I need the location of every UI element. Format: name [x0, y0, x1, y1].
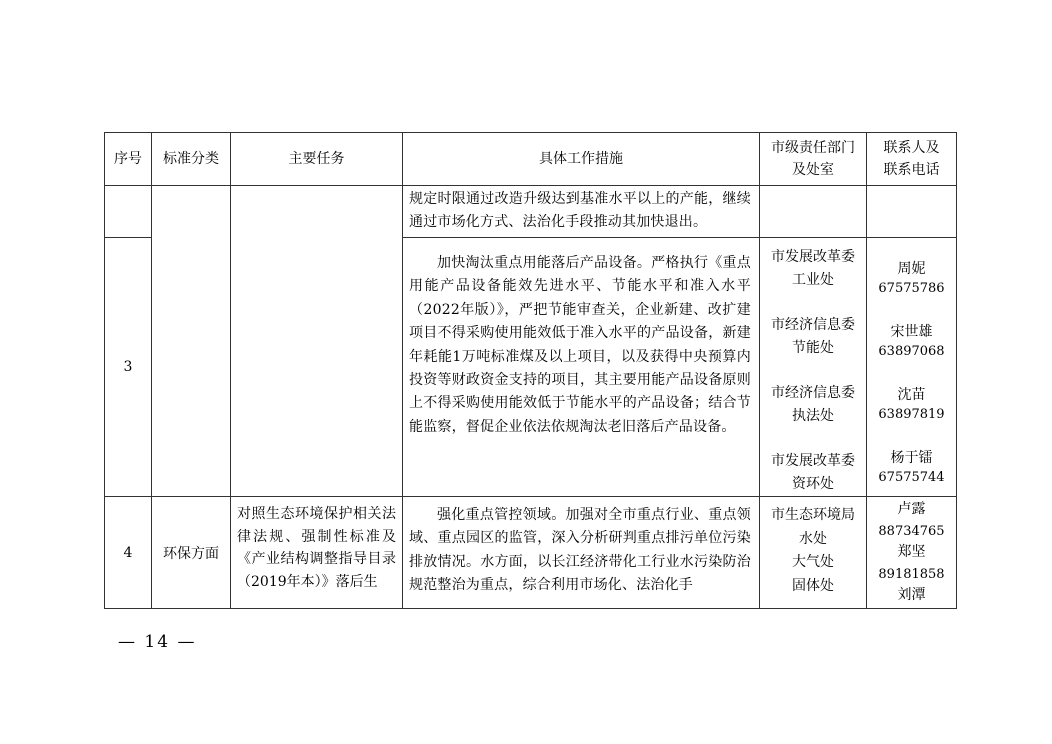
- header-dept-line: 及处室: [792, 162, 834, 178]
- contact-phone: 63897819: [878, 407, 945, 422]
- row-depts: [760, 497, 867, 609]
- measure-text: 规定时限通过改造升级达到基准水平以上的产能，继续通过市场化方式、法治化手段推动其加快退出。: [409, 191, 751, 231]
- dept-division: 大气处: [792, 554, 834, 570]
- dept-name: 市生态环境局: [771, 507, 855, 523]
- header-category: 标准分类: [152, 133, 231, 186]
- dept-entry: [760, 246, 866, 292]
- header-contact-line: 联系电话: [883, 162, 940, 178]
- contact-name: 卢露: [897, 501, 926, 517]
- row-seq: [105, 186, 152, 238]
- measure-text: 加快淘汰重点用能落后产品设备。严格执行《重点用能产品设备能效先进水平、节能水平和准入水平（2022年版）》，严把节能审查关，企业新建、改扩建项目不得采购使用能效低于准入水平的产品设备，新建年耗能1万吨标准煤及以上项目，以及获得中央预算内投资等财政资金支持的项目，其主要用能产品设备原则上不得采购使用能效低于节能水平的产品设备；结合节能监察，督促企业依法依规淘汰老旧落后产品设备。: [409, 255, 751, 435]
- row-contacts: [867, 497, 957, 609]
- row-depts: [760, 238, 867, 497]
- dept-name: 市经济信息委: [771, 385, 855, 401]
- dept-entry: [760, 450, 866, 496]
- row-category: 环保方面: [152, 497, 231, 609]
- header-contact: [867, 133, 957, 186]
- page-number: — 14 —: [118, 632, 197, 652]
- contact-entry: [867, 448, 956, 488]
- contact-entry: [867, 322, 956, 362]
- header-dept-line: 市级责任部门: [771, 140, 855, 156]
- dept-division: 水处: [799, 530, 827, 547]
- row-seq: 4: [105, 497, 152, 609]
- header-row: [105, 133, 957, 186]
- dept-division: 工业处: [792, 272, 834, 288]
- dept-division: 节能处: [792, 340, 834, 356]
- header-seq: 序号: [105, 133, 152, 186]
- contact-phone: 88734765: [878, 523, 945, 539]
- table-row: [105, 186, 957, 238]
- contact-name: 周妮: [897, 261, 926, 277]
- row-category: [152, 186, 231, 497]
- row-measures: [403, 238, 760, 497]
- contact-phone: 67575744: [878, 470, 945, 485]
- row-measures: [403, 186, 760, 238]
- dept-entry: [760, 382, 866, 428]
- row-contacts: [867, 186, 957, 238]
- contact-name: 宋世雄: [890, 324, 933, 340]
- contact-entry: [867, 259, 956, 299]
- table-row: [105, 497, 957, 609]
- dept-name: 市发展改革委: [771, 453, 855, 469]
- dept-name: 市经济信息委: [771, 317, 855, 333]
- row-task: [231, 497, 403, 609]
- row-task: [231, 186, 403, 497]
- task-text: 对照生态环境保护相关法律法规、强制性标准及《产业结构调整指导目录（2019年本）》落后生: [237, 506, 396, 590]
- header-measures: 具体工作措施: [403, 133, 760, 186]
- header-dept: [760, 133, 867, 186]
- row-contacts: [867, 238, 957, 497]
- contact-name: 郑坚: [897, 544, 926, 560]
- contact-phone: 67575786: [878, 281, 945, 296]
- contact-name: 杨于镭: [890, 450, 933, 466]
- measure-text: 强化重点管控领域。加强对全市重点行业、重点领域、重点园区的监管，深入分析研判重点排污单位污染排放情况。水方面，以长江经济带化工行业水污染防治规范整治为重点，综合利用市场化、法治化手: [409, 507, 751, 594]
- dept-division: 资环处: [792, 476, 834, 492]
- dept-entry: [760, 314, 866, 360]
- header-contact-line: 联系人及: [883, 140, 940, 156]
- contact-name: 沈苗: [897, 387, 926, 403]
- header-task: 主要任务: [231, 133, 403, 186]
- row-seq: 3: [105, 238, 152, 497]
- task-table: [104, 132, 957, 609]
- dept-name: 市发展改革委: [771, 249, 855, 265]
- dept-division: 固体处: [792, 577, 834, 594]
- contact-phone: 89181858: [878, 566, 945, 582]
- contact-entry: [867, 385, 956, 425]
- contact-phone: 63897068: [878, 344, 945, 359]
- dept-division: 执法处: [792, 408, 834, 424]
- row-depts: [760, 186, 867, 238]
- row-measures: [403, 497, 760, 609]
- contact-name: 刘潭: [897, 587, 926, 603]
